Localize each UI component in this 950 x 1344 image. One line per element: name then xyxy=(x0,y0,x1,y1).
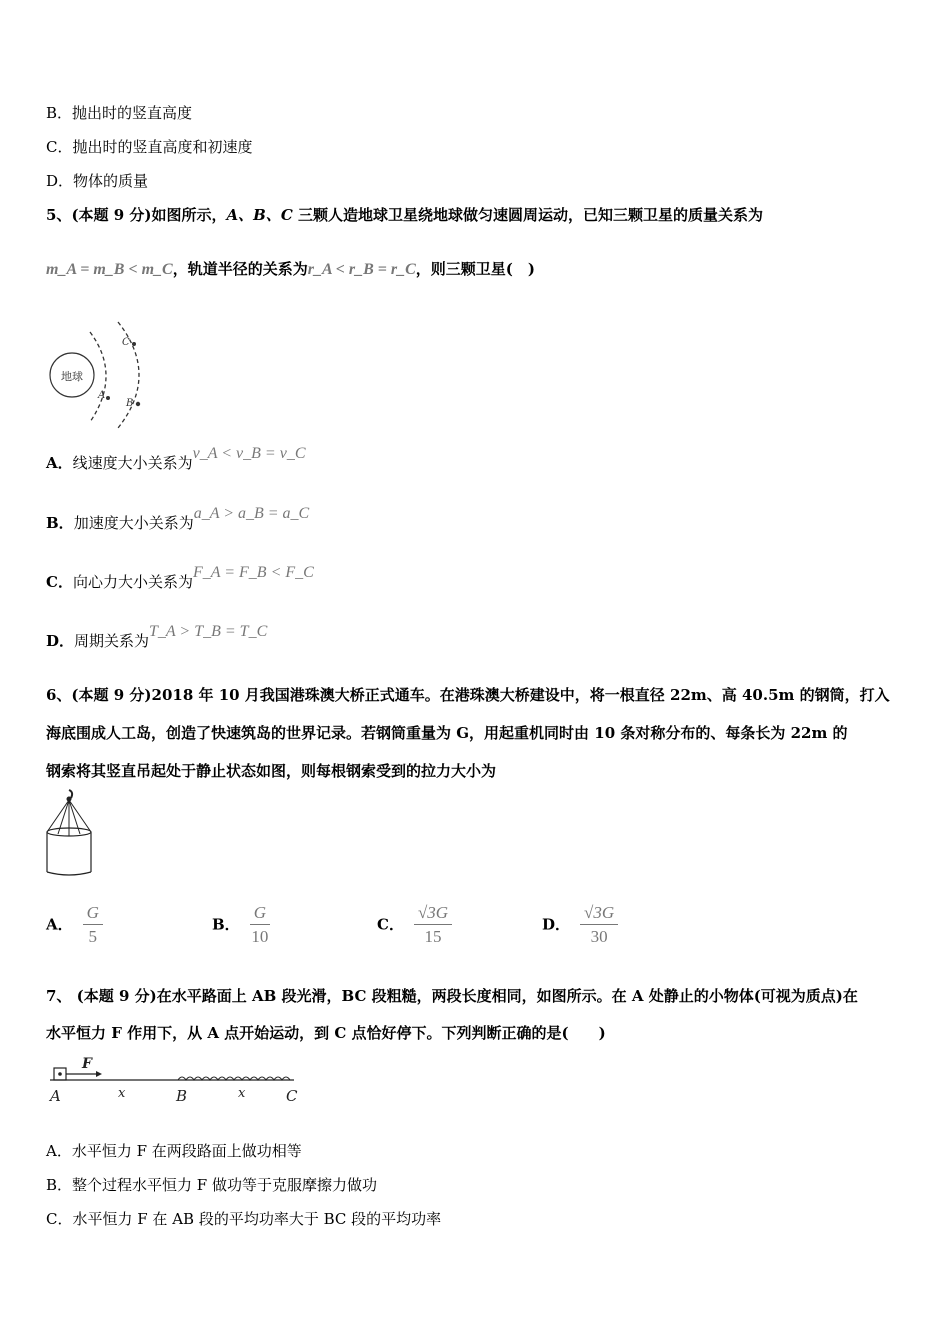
q6-option-d: D． $\frac{√3G}{30}$ xyxy=(542,902,618,949)
segment-x-1: x xyxy=(118,1086,126,1101)
satellite-a-dot xyxy=(106,396,110,400)
segment-x-2: x xyxy=(238,1086,246,1101)
prev-option-d: D．物体的质量 xyxy=(46,172,149,190)
satellite-orbit-figure xyxy=(40,318,160,433)
q7-option-a: A．水平恒力 F 在两段路面上做功相等 xyxy=(46,1142,302,1160)
q5-stem-line2: m_A = m_B < m_C，轨道半径的关系为r_A < r_B = r_C，则三颗卫星( ) xyxy=(46,260,535,278)
q5-radius-relation: r_A < r_B = r_C xyxy=(307,261,416,278)
q7-stem-line2: 水平恒力 F 作用下，从 A 点开始运动，到 C 点恰好停下。下列判断正确的是( ) xyxy=(46,1024,606,1042)
orbit-a xyxy=(90,332,106,422)
label-b: B xyxy=(126,398,134,409)
steel-cylinder-figure xyxy=(44,788,96,878)
q6-stem-line1: 6、(本题 9 分)2018 年 10 月我国港珠澳大桥正式通车。在港珠澳大桥建设中，将一根直径 22m、高 40.5m 的钢筒，打入 xyxy=(46,686,890,704)
rough-segment xyxy=(178,1077,290,1080)
label-a: A xyxy=(98,390,106,401)
q6-stem-line3: 钢索将其竖直吊起处于静止状态如图，则每根钢索受到的拉力大小为 xyxy=(46,762,497,780)
point-b: B xyxy=(176,1087,188,1105)
earth-label: 地球 xyxy=(61,370,83,383)
q7-option-b: B．整个过程水平恒力 F 做功等于克服摩擦力做功 xyxy=(46,1176,377,1194)
point-a: A xyxy=(50,1087,61,1105)
prev-option-b: B．抛出时的竖直高度 xyxy=(46,104,193,122)
point-c: C xyxy=(286,1087,298,1105)
q5-option-c: C．向心力大小关系为F_A = F_B < F_C xyxy=(46,564,314,591)
q5-option-a: A．线速度大小关系为v_A < v_B = v_C xyxy=(46,445,306,472)
q5-option-b: B．加速度大小关系为a_A > a_B = a_C xyxy=(46,505,310,532)
q5-mass-relation: m_A = m_B < m_C xyxy=(46,261,173,278)
q7-option-c: C．水平恒力 F 在 AB 段的平均功率大于 BC 段的平均功率 xyxy=(46,1210,442,1228)
q6-option-b: B． $\frac{G}{10}$ xyxy=(212,903,269,946)
q6-option-a: A． $\frac{G}{5}$ xyxy=(46,902,103,949)
q6-option-c: C． $\frac{√3G}{15}$ xyxy=(377,902,452,949)
q5-option-d: D．周期关系为T_A > T_B = T_C xyxy=(46,623,268,650)
q5-stem-line1: 5、(本题 9 分)如图所示，A、B、C 三颗人造地球卫星绕地球做匀速圆周运动，已知三颗卫星的质量关系为 xyxy=(46,206,764,224)
label-c: C xyxy=(122,337,130,348)
satellite-c-dot xyxy=(132,342,136,346)
track-figure xyxy=(44,1052,304,1108)
q6-stem-line2: 海底围成人工岛，创造了快速筑岛的世界记录。若钢筒重量为 G，用起重机同时由 10 条对称分布的、每条长为 22m 的 xyxy=(46,724,848,742)
force-label: F xyxy=(82,1056,92,1072)
satellite-b-dot xyxy=(136,402,140,406)
q7-stem-line1: 7、 (本题 9 分)在水平路面上 AB 段光滑，BC 段粗糙，两段长度相同，如图所示。在 A 处静止的小物体(可视为质点)在 xyxy=(46,987,858,1005)
prev-option-c: C．抛出时的竖直高度和初速度 xyxy=(46,138,253,156)
